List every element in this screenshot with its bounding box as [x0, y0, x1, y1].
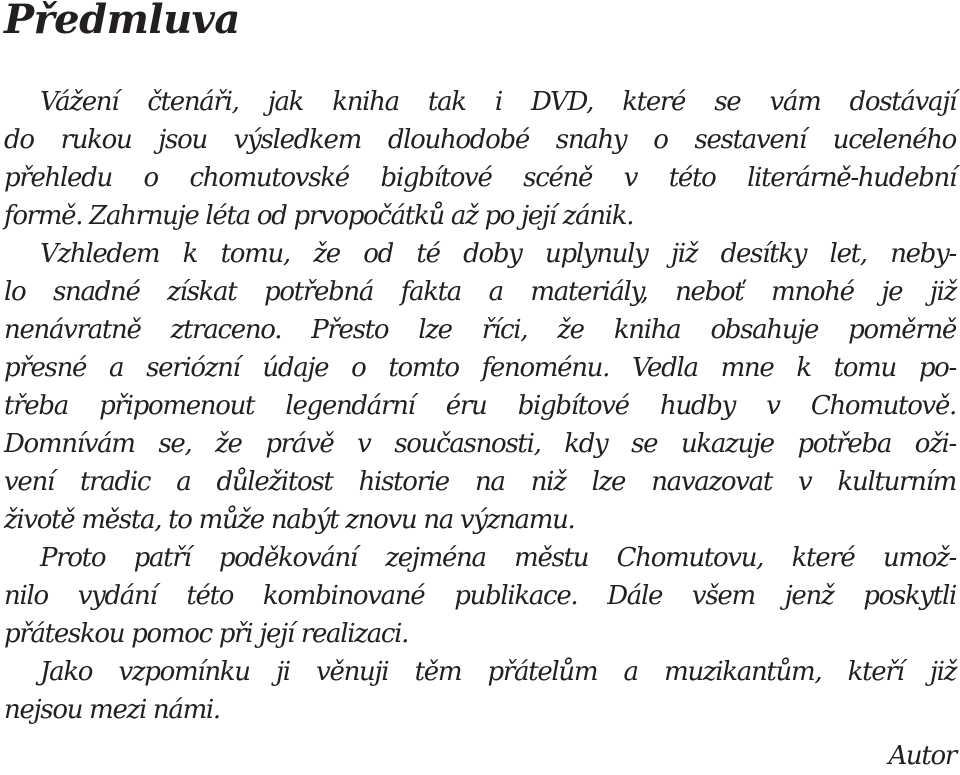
page-title: Předmluva	[4, 0, 240, 43]
preface-line: přesné a seriózní údaje o tomto fenoménu. Vedla mne k tomu po-	[4, 353, 956, 383]
preface-line: Jako vzpomínku ji věnuji těm přátelům a muzikantům, kteří již	[40, 657, 956, 687]
preface-line: nenávratně ztraceno. Přesto lze říci, že kniha obsahuje poměrně	[4, 315, 956, 345]
preface-line: vení tradic a důležitost historie na niž lze navazovat v kulturním	[4, 467, 956, 497]
preface-line: třeba připomenout legendární éru bigbítové hudby v Chomutově.	[4, 391, 956, 421]
preface-line: nilo vydání této kombinované publikace. Dále všem jenž poskytli	[4, 581, 956, 611]
preface-line: přáteskou pomoc při její realizaci.	[4, 619, 409, 649]
preface-line: nejsou mezi námi.	[4, 695, 220, 725]
preface-line: Proto patří poděkování zejména městu Chomutovu, které umož-	[40, 543, 956, 573]
preface-line: životě města, to může nabýt znovu na významu.	[4, 505, 575, 535]
preface-line: do rukou jsou výsledkem dlouhodobé snahy o sestavení uceleného	[4, 125, 956, 155]
preface-line: přehledu o chomutovské bigbítové scéně v této literárně-hudební	[4, 163, 956, 193]
preface-line: Vzhledem k tomu, že od té doby uplynuly již desítky let, neby-	[40, 239, 956, 269]
preface-line: Vážení čtenáři, jak kniha tak i DVD, které se vám dostávají	[40, 87, 956, 117]
preface-line: formě. Zahrnuje léta od prvopočátků až po její zánik.	[4, 201, 634, 231]
author-signature: Autor	[888, 741, 956, 771]
preface-line: lo snadné získat potřebná fakta a materiály, neboť mnohé je již	[4, 277, 956, 307]
preface-line: Domnívám se, že právě v současnosti, kdy se ukazuje potřeba oži-	[4, 429, 956, 459]
